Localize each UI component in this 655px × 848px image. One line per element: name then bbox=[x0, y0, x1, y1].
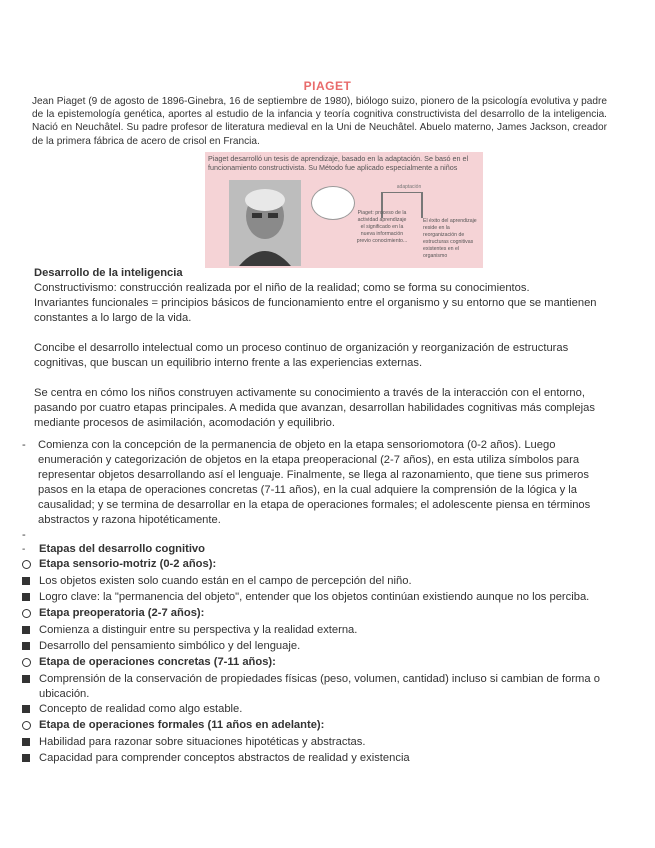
development-section bbox=[34, 266, 624, 431]
square-bullet-icon bbox=[22, 754, 30, 762]
square-bullet-icon bbox=[22, 642, 30, 650]
figure-top-label: adaptación bbox=[396, 184, 422, 190]
square-bullet-icon bbox=[22, 705, 30, 713]
dash-block: - Comienza con la concepción de la permanencia de objeto en la etapa sensoriomotora (0-2 años). Luego enumeración y categorización de objetos en la etapa preoperacional (2-7 años), en esta utiliza símbolos para representar objetos desarrollando así el lenguaje. Finalmente, se llega al razonamiento, que tiene sus primeros pasos en la etapa de operaciones concretas (7-11 años), en la cual adquiere la comprensión de la lógica y la causalidad; y se termina de desarrollar en la etapa de operaciones formales; el adolescente piensa en términos abstractos y razona hipotéticamente. - bbox=[22, 438, 617, 543]
stages-heading: Etapas del desarrollo cognitivo bbox=[39, 543, 205, 555]
section-line: Constructivismo: construcción realizada por el niño de la realidad; como se forma su conocimientos. bbox=[34, 282, 530, 294]
page-title: PIAGET bbox=[303, 79, 352, 93]
square-bullet-icon bbox=[22, 577, 30, 585]
stages-list: - Etapas del desarrollo cognitivo Etapa sensorio-motriz (0-2 años): Los objetos existen solo cuando están en el campo de percepción del niño. Logro clave: la "permanencia del objeto", entender que los objetos continúan existiendo aunque no los perciba. Etapa preoperatoria (2-7 años): Comienza a distinguir entre su perspectiva y la realidad externa. Desarrollo del pensamiento simbólico y del lenguaje. Etapa de operaciones concretas (7-11 años): Comprensión de la conservación de propiedades físicas (peso, volumen, cantidad) incluso si cambian de forma o ubicación. Concepto de realidad como algo estable. Etapa de operaciones formales (11 años en adelante): Habilidad para razonar sobre situaciones hipotéticas y abstractas. Capacidad para comprender conceptos abstractos de realidad y existencia bbox=[22, 542, 620, 767]
section-paragraph: Se centra en cómo los niños construyen activamente su conocimiento a través de la interacción con el entorno, pasando por cuatro etapas principales. A medida que avanzan, desarrollan habilidades cognitivas más complejas mediante procesos de asimilación, acomodación y equilibrio. bbox=[34, 387, 595, 429]
figure-right-text: El éxito del aprendizaje reside en la reorganización de estructuras cognitivas existentes en el organismo bbox=[423, 218, 477, 259]
stage-item: Capacidad para comprender conceptos abstractos de realidad y existencia bbox=[39, 752, 410, 764]
thought-bubble bbox=[311, 186, 355, 220]
stage-item: Comprensión de la conservación de propiedades físicas (peso, volumen, cantidad) incluso si cambian de forma o ubicación. bbox=[39, 673, 600, 700]
stage-title: Etapa sensorio-motriz (0-2 años): bbox=[39, 558, 217, 570]
square-bullet-icon bbox=[22, 593, 30, 601]
figure-middle-text: Piaget: proceso de la actividad aprendizaje el significado en la nueva información previo conocimiento... bbox=[356, 210, 408, 244]
section-paragraph: Concibe el desarrollo intelectual como un proceso continuo de organización y reorganización de estructuras cognitivas, que buscan un equilibrio interno frente a las experiencias externas. bbox=[34, 342, 569, 369]
figure-connector-top bbox=[381, 192, 423, 193]
stage-title: Etapa preoperatoria (2-7 años): bbox=[39, 607, 205, 619]
circle-bullet-icon bbox=[22, 658, 31, 667]
circle-bullet-icon bbox=[22, 560, 31, 569]
stage-item: Logro clave: la "permanencia del objeto", entender que los objetos continúan existiendo aunque no los perciba. bbox=[39, 591, 590, 603]
square-bullet-icon bbox=[22, 675, 30, 683]
square-bullet-icon bbox=[22, 626, 30, 634]
stage-item: Desarrollo del pensamiento simbólico y del lenguaje. bbox=[39, 640, 301, 652]
stage-item: Comienza a distinguir entre su perspectiva y la realidad externa. bbox=[39, 624, 358, 636]
stage-item: Habilidad para razonar sobre situaciones hipotéticas y abstractas. bbox=[39, 736, 366, 748]
circle-bullet-icon bbox=[22, 609, 31, 618]
intro-paragraph: Jean Piaget (9 de agosto de 1896-Ginebra, 16 de septiembre de 1980), biólogo suizo, pionero de la psicología evolutiva y padre de la epistemología genética, aportes al estudio de la infancia y teoría cognitiva constructivista del desarrollo de la inteligencia. Nació en Neuchâtel. Su padre profesor de literatura medieval en la Uni de Neuchâtel. Abuelo materno, James Jackson, creador de la primera fábrica de acero de crisol en Francia. bbox=[32, 96, 607, 147]
stage-item: Concepto de realidad como algo estable. bbox=[39, 703, 243, 715]
figure-caption: Piaget desarrolló un tesis de aprendizaje, basado en la adaptación. Se basó en el funcionamiento constructivista. Su Método fue aplicado especialmente a niños bbox=[208, 154, 469, 172]
section-heading: Desarrollo de la inteligencia bbox=[34, 267, 183, 279]
section-line: Invariantes funcionales = principios básicos de funcionamiento entre el organismo y su entorno que se mantienen constantes a lo largo de la vida. bbox=[34, 297, 597, 324]
dash-paragraph: Comienza con la concepción de la permanencia de objeto en la etapa sensoriomotora (0-2 años). Luego enumeración y categorización de objetos en la etapa preoperacional (2-7 años), en esta utiliza símbolos para representar objetos desarrollando así el lenguaje. Finalmente, se llega al razonamiento, que tiene sus primeros pasos en la etapa de operaciones concretas (7-11 años), en la cual adquiere la comprensión de la lógica y la causalidad; y se termina de desarrollar en la etapa de operaciones formales; el adolescente piensa en términos abstractos y razona hipotéticamente. bbox=[38, 439, 591, 526]
figure-connector-right bbox=[421, 192, 423, 218]
stage-item: Los objetos existen solo cuando están en el campo de percepción del niño. bbox=[39, 575, 412, 587]
stage-title: Etapa de operaciones formales (11 años en adelante): bbox=[39, 719, 325, 731]
square-bullet-icon bbox=[22, 738, 30, 746]
stage-title: Etapa de operaciones concretas (7-11 años): bbox=[39, 656, 276, 668]
piaget-figure bbox=[205, 152, 483, 268]
piaget-photo bbox=[229, 180, 301, 266]
circle-bullet-icon bbox=[22, 721, 31, 730]
